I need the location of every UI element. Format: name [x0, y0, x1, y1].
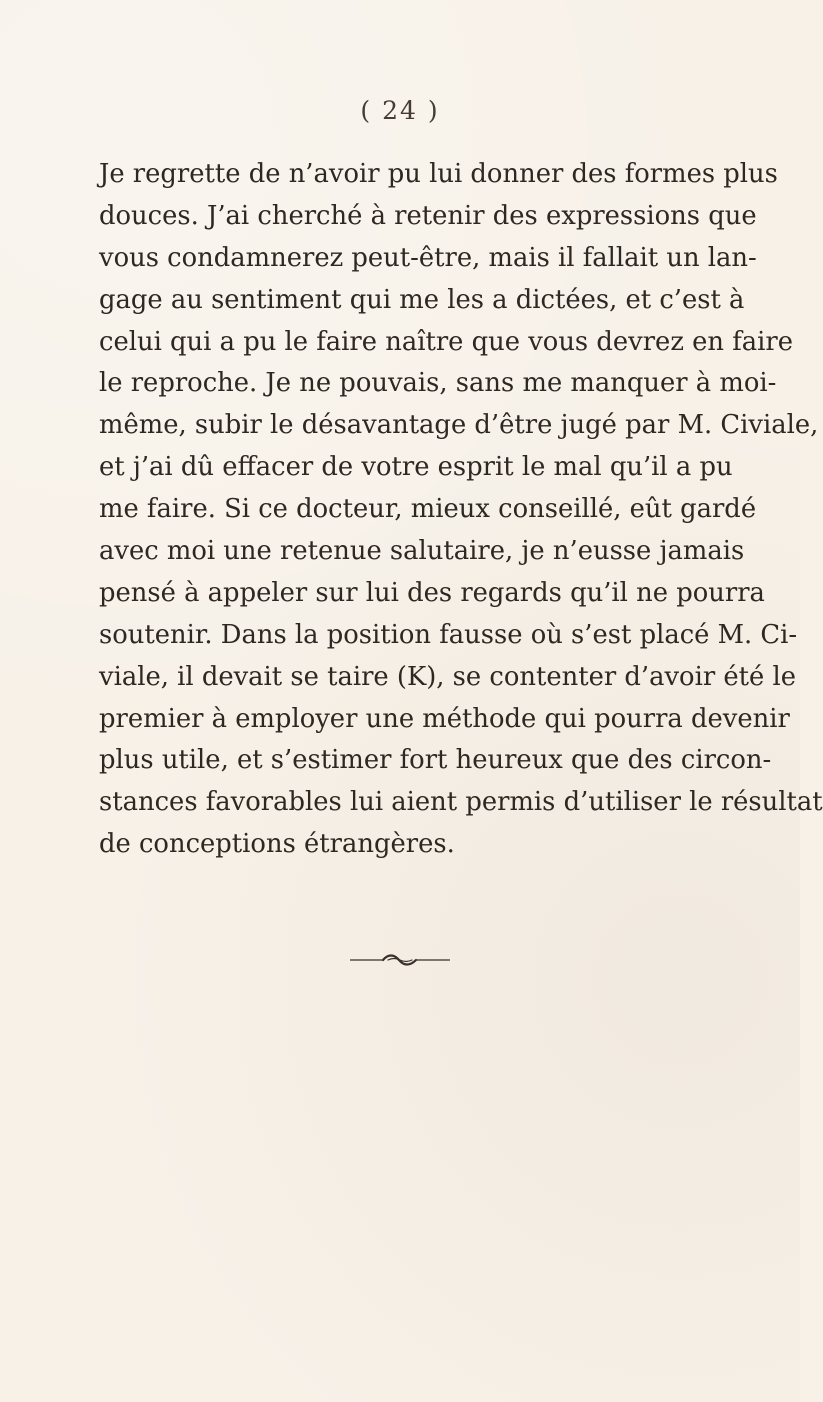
text-line: gage au sentiment qui me les a dictées, et c’est à [99, 284, 745, 315]
text-line: premier à employer une méthode qui pourra devenir [99, 703, 790, 734]
text-line: plus utile, et s’estimer fort heureux que des circon- [99, 745, 772, 776]
text-line: viale, il devait se taire (K), se contenter d’avoir été le [99, 661, 796, 692]
text-line: avec moi une retenue salutaire, je n’eusse jamais [99, 536, 745, 567]
wavy-rule-icon [350, 952, 450, 968]
page-number: ( 24 ) [360, 96, 440, 125]
text-line: de conceptions étrangères. [99, 829, 455, 860]
body-text [99, 154, 823, 866]
text-line: me faire. Si ce docteur, mieux conseillé, eût gardé [99, 494, 757, 525]
wavy-rule-graphic [350, 952, 450, 968]
text-line: celui qui a pu le faire naître que vous devrez en faire [99, 326, 793, 357]
text-line: Je regrette de n’avoir pu lui donner des formes plus [99, 159, 778, 189]
text-line: soutenir. Dans la position fausse où s’est placé M. Ci- [99, 619, 798, 650]
text-line: douces. J’ai cherché à retenir des expressions que [99, 200, 757, 231]
text-line: le reproche. Je ne pouvais, sans me manquer à moi- [99, 368, 777, 399]
text-line: même, subir le désavantage d’être jugé par M. Civiale, [99, 410, 819, 441]
text-line: pensé à appeler sur lui des regards qu’il ne pourra [99, 577, 765, 608]
text-line: et j’ai dû effacer de votre esprit le mal qu’il a pu [99, 452, 733, 483]
text-line: vous condamnerez peut-être, mais il fallait un lan- [99, 242, 757, 273]
text-line: stances favorables lui aient permis d’utiliser le résultat [99, 787, 823, 818]
